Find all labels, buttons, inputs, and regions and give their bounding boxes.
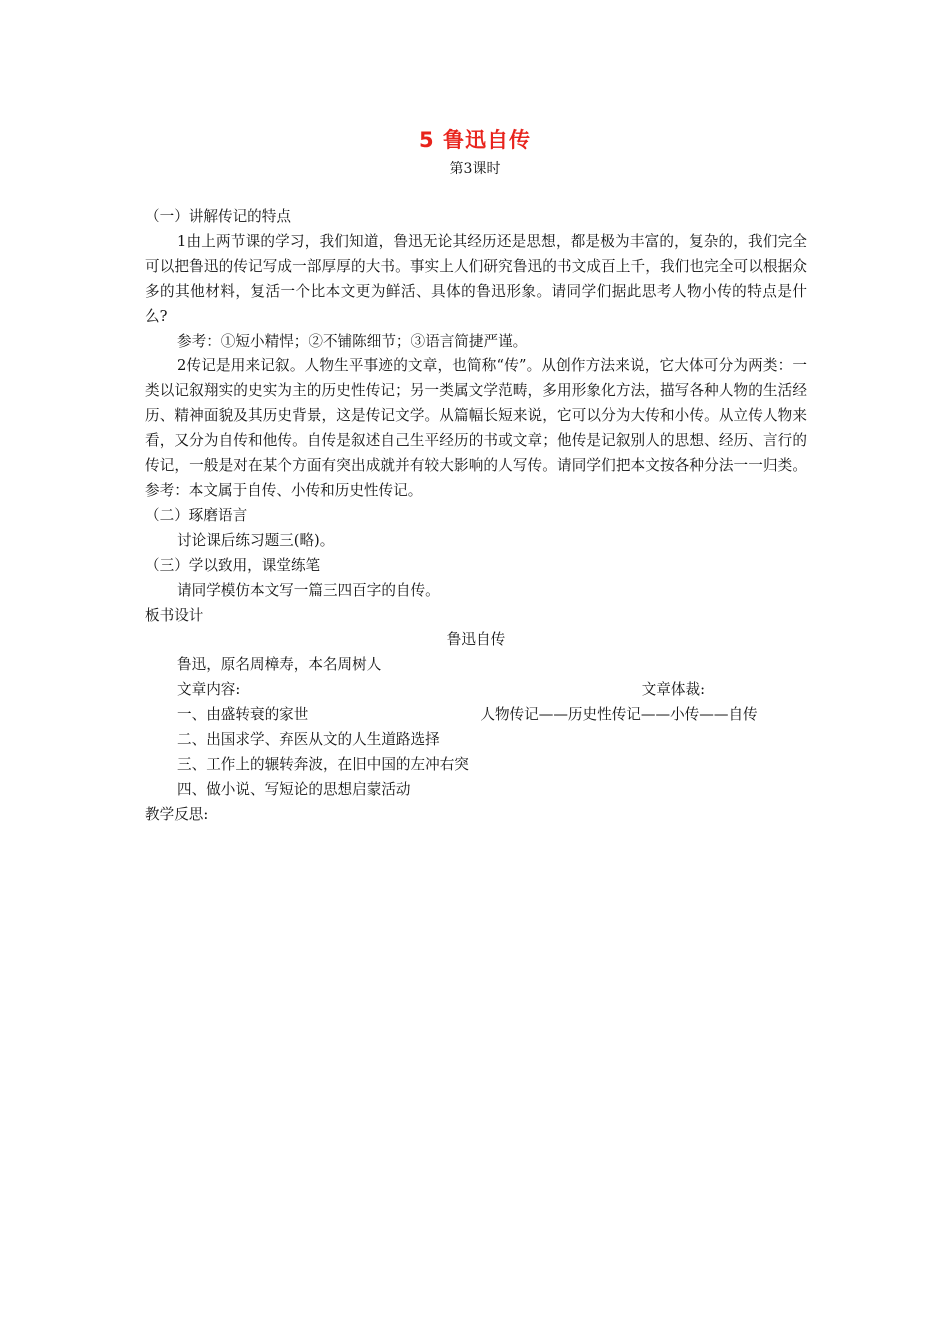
practice-task-text: 请同学模仿本文写一篇三四百字的自传。 <box>177 581 440 599</box>
reference-answer-1: 参考：①短小精悍；②不铺陈细节；③语言简捷严谨。 <box>177 332 528 350</box>
board-item-1-row <box>145 703 807 728</box>
section-heading-practice: （三）学以致用，课堂练笔 <box>145 556 321 574</box>
section-heading-biography-features: （一）讲解传记的特点 <box>145 208 291 225</box>
board-item-2: 二、出国求学、弃医从文的人生道路选择 <box>177 731 440 749</box>
section-heading-language: （二）琢磨语言 <box>145 506 248 524</box>
paragraph-biography-types: 2传记是用来记叙。人物生平事迹的文章，也简称“传”。从创作方法来说，它大体可分为两类：一类以记叙翔实的史实为主的历史性传记；另一类属文学范畴，多用形象化方法，描写各种人物的生活经历、精神面貌及其历史背景，这是传记文学。从篇幅长短来说，它可以分为大传和小传。从立传人物来看，又分为自传和他传。自传是叙述自己生平经历的书或文章；他传是记叙别人的思想、经历、言行的传记，一般是对在某个方面有突出成就并有较大影响的人写传。请同学们把本文按各种分法一一归类。 参考：本文属于自传、小传和历史性传记。 <box>145 357 807 499</box>
board-title: 鲁迅自传 <box>446 631 506 649</box>
content-label: 文章内容: <box>177 681 241 699</box>
genre-text: 人物传记——历史性传记——小传——自传 <box>480 706 758 724</box>
genre-label: 文章体裁: <box>641 681 705 699</box>
document-body <box>145 205 807 828</box>
board-intro: 鲁迅，原名周樟寿，本名周树人 <box>177 656 382 674</box>
language-discussion-text: 讨论课后练习题三(略)。 <box>177 531 335 549</box>
board-column-headings <box>145 678 807 703</box>
board-item-1: 一、由盛转衰的家世 <box>177 706 309 724</box>
board-item-4: 四、做小说、写短论的思想启蒙活动 <box>177 780 411 798</box>
lesson-title: 5 鲁迅自传 <box>419 128 531 152</box>
board-design-heading: 板书设计 <box>145 606 204 624</box>
board-item-3: 三、工作上的辗转奔波，在旧中国的左冲右突 <box>177 755 469 773</box>
teaching-reflection-label: 教学反思: <box>145 805 209 823</box>
lesson-period: 第3课时 <box>449 161 501 177</box>
paragraph-biography-intro: 1由上两节课的学习，我们知道，鲁迅无论其经历还是思想，都是极为丰富的，复杂的，我们完全可以把鲁迅的传记写成一部厚厚的大书。事实上人们研究鲁迅的书文成百上千，我们也完全可以根据众多的其他材料，复活一个比本文更为鲜活、具体的鲁迅形象。请同学们据此思考人物小传的特点是什么? <box>145 232 807 325</box>
